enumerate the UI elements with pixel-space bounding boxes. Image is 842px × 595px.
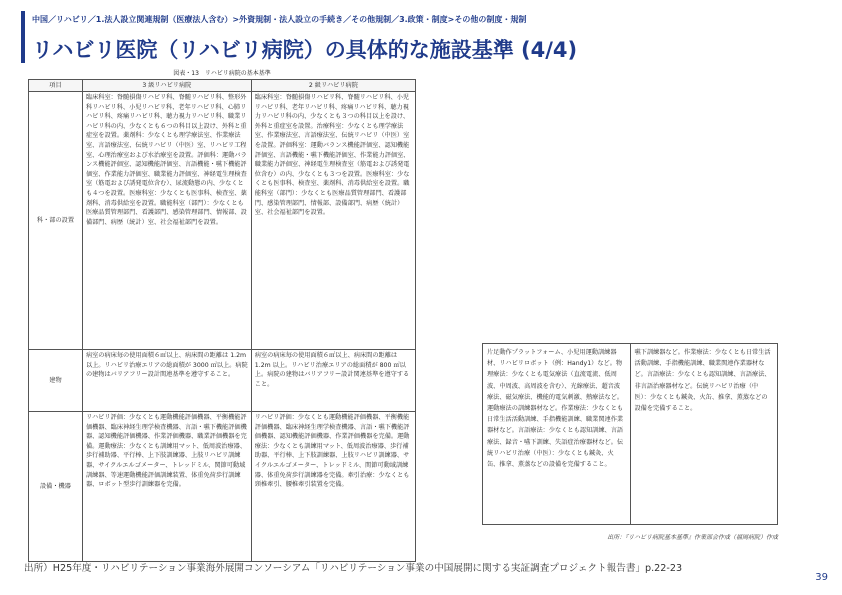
header-grade3: 3 級リハビリ病院 xyxy=(82,80,251,92)
title-accent-bar xyxy=(21,11,25,63)
table-row xyxy=(29,350,416,412)
table-header-row xyxy=(29,80,416,92)
page-title: リハビリ医院（リハビリ病院）の具体的な施設基準 (4/4) xyxy=(32,38,578,62)
row-item: 科・部の設置 xyxy=(29,92,83,350)
footer-source: 出所）H25年度・リハビリテーション事業海外展開コンソーシアム「リハビリテーション事業の中国展開に関する実証調査プロジェクト報告書」p.22-23 xyxy=(24,563,683,574)
row-grade3: 臨床科室：脊髄損傷リハビリ科、脊髄リハビリ科、整形外科リハビリ科、小児リハビリ科、老年リハビリ科、心肺リハビリ科、疼痛リハビリ科、聴力視力リハビリ科、職業リハビリ科の内、少なくとも６つの科目以上設け、外科と重症室を設置。薬剤科：少なくとも理学療法室、作業療法室、言語療法室、伝統リハビリ（中医）室、リハビリ工程室、心理治療室および水治療室を設置。評価科：運動バランス機能評価室、認知機能評価室、言語機能・嚥下機能評価室、作業能力評価室、職業能力評価室、神経電生理検査室（筋電および誘発電位含む）、尿流動態の内、少なくとも４つを設置。医療科室：少なくとも医事科、検査室、薬剤科、消毒供給室を設置。職能科室（部門）：少なくとも医療品質管理部門、看護部門、感染管理部門、情報部、設備部門、病歴（統計）室、社会福祉部門を設置。 xyxy=(82,92,251,350)
row-grade3: 病室の病床毎の使用面積６㎡以上、病床間の距離は 1.2m 以上。リハビリ治療エリアの総面積が 3000 ㎡以上。病院の建物はバリアフリー設計関連基準を遵守すること。 xyxy=(82,350,251,412)
continuation-source: 出所：『リハビリ病院基本基準』作業部会作成（福岡病院）作成 xyxy=(607,534,778,541)
header-grade2: 2 級リハビリ病院 xyxy=(251,80,415,92)
row-grade2: 臨床科室：脊髄損傷リハビリ科、脊髄リハビリ科、小児リハビリ科、老年リハビリ科、疼痛リハビリ科、聴力視力リハビリ科の内、少なくとも３つの科目以上を設け、外科と重症室を設置。治療科室：少なくとも理学療法室、作業療法室、言語療法室、伝統リハビリ（中医）室を設置。評価科室：運動バランス機能評価室、認知機能評価室、言語機能・嚥下機能評価室、作業能力評価室、職業能力評価室、神経電生理検査室（筋電および誘発電位含む）の内、少なくとも３つを設置。医療科室：少なくとも医事科、検査室、薬剤科、消毒供給室を設置。職能科室（部門）：少なくとも医療品質管理部門、看護部門、感染管理部門、情報部、設備部門、病歴（統計）室、社会福祉部門を設置。 xyxy=(251,92,415,350)
row-item: 建物 xyxy=(29,350,83,412)
continuation-table xyxy=(482,343,778,525)
table-row xyxy=(29,92,416,350)
table-caption: 図表・13 リハビリ病院の基本基準 xyxy=(173,70,271,77)
header-item: 項目 xyxy=(29,80,83,92)
facility-standards-table xyxy=(28,68,416,552)
row-grade3: リハビリ評価：少なくとも運動機能評価機器、平衡機能評価機器、臨床神経生理学検査機器、言語・嚥下機能評価機器、認知機能評価機器、作業評価機器、職業評価機器を完備。運動療法：少なくとも訓練用マット、低周波治療器、歩行補助器、平行棒、上下肢訓練器、上肢リハビリ訓練器、サイクルエルゴメーター、トレッドミル、関節可動域訓練器、等速運動機能評価訓練装置、体重免荷歩行訓練器、ロボット型歩行訓練器を完備。 xyxy=(82,412,251,562)
row-item: 設備・機器 xyxy=(29,412,83,562)
breadcrumb: 中国／リハビリ／1.法人設立関連規制（医療法人含む）>外資規制・法人設立の手続き／その他規制／3.政策・制度>その他の制度・規制 xyxy=(32,15,527,24)
continuation-grade3: 片足動作プラットフォーム、小児用運動訓練器材、リハビリロボット（例：Handy1）など。物理療法：少なくとも電気療法（直流電流、低周波、中周波、高周波を含む）、光線療法、超音波療法、磁気療法、機能的電気刺激、熱療法など。運動療法の訓練器材など。作業療法：少なくとも日常生活活動訓練、手指機能訓練、職業関連作業器材など。言語療法：少なくとも認知訓練、言語療法、録音・嚥下訓練、失語症治療器材など。伝統リハビリ治療（中医）：少なくとも鍼灸、火缶、推拿、薫蒸などの設備を完備すること。 xyxy=(487,349,624,469)
row-grade2: 病室の病床毎の使用面積６㎡以上、病床間の距離は 1.2m 以上。リハビリ治療エリアの総面積が 800 ㎡以上。病院の建物はバリアフリー設計関連基準を遵守すること。 xyxy=(251,350,415,412)
page-number: 39 xyxy=(815,572,828,583)
row-grade2: リハビリ評価：少なくとも運動機能評価機器、平衡機能評価機器、臨床神経生理学検査機器、言語・嚥下機能評価機器、認知機能評価機器、作業評価機器を完備。運動療法：少なくとも訓練用マット、低周波治療器、歩行補助器、平行棒、上下肢訓練器、上肢リハビリ訓練器、サイクルエルゴメーター、トレッドミル、関節可動域訓練器、体重免荷歩行訓練器を完備。牽引治療：少なくとも頸椎牽引、腰椎牽引装置を完備。 xyxy=(251,412,415,562)
facility-table xyxy=(28,79,416,562)
continuation-grade2: 嚥下訓練器など。作業療法：少なくとも日常生活活動訓練、手指機能訓練、職業関連作業器材など。言語療法：少なくとも認知訓練、言語療法、非言語治療器材など。伝統リハビリ治療（中医）：少なくとも鍼灸、火缶、推拿、薫蒸などの設備を完備すること。 xyxy=(630,344,778,524)
table-row xyxy=(29,412,416,562)
